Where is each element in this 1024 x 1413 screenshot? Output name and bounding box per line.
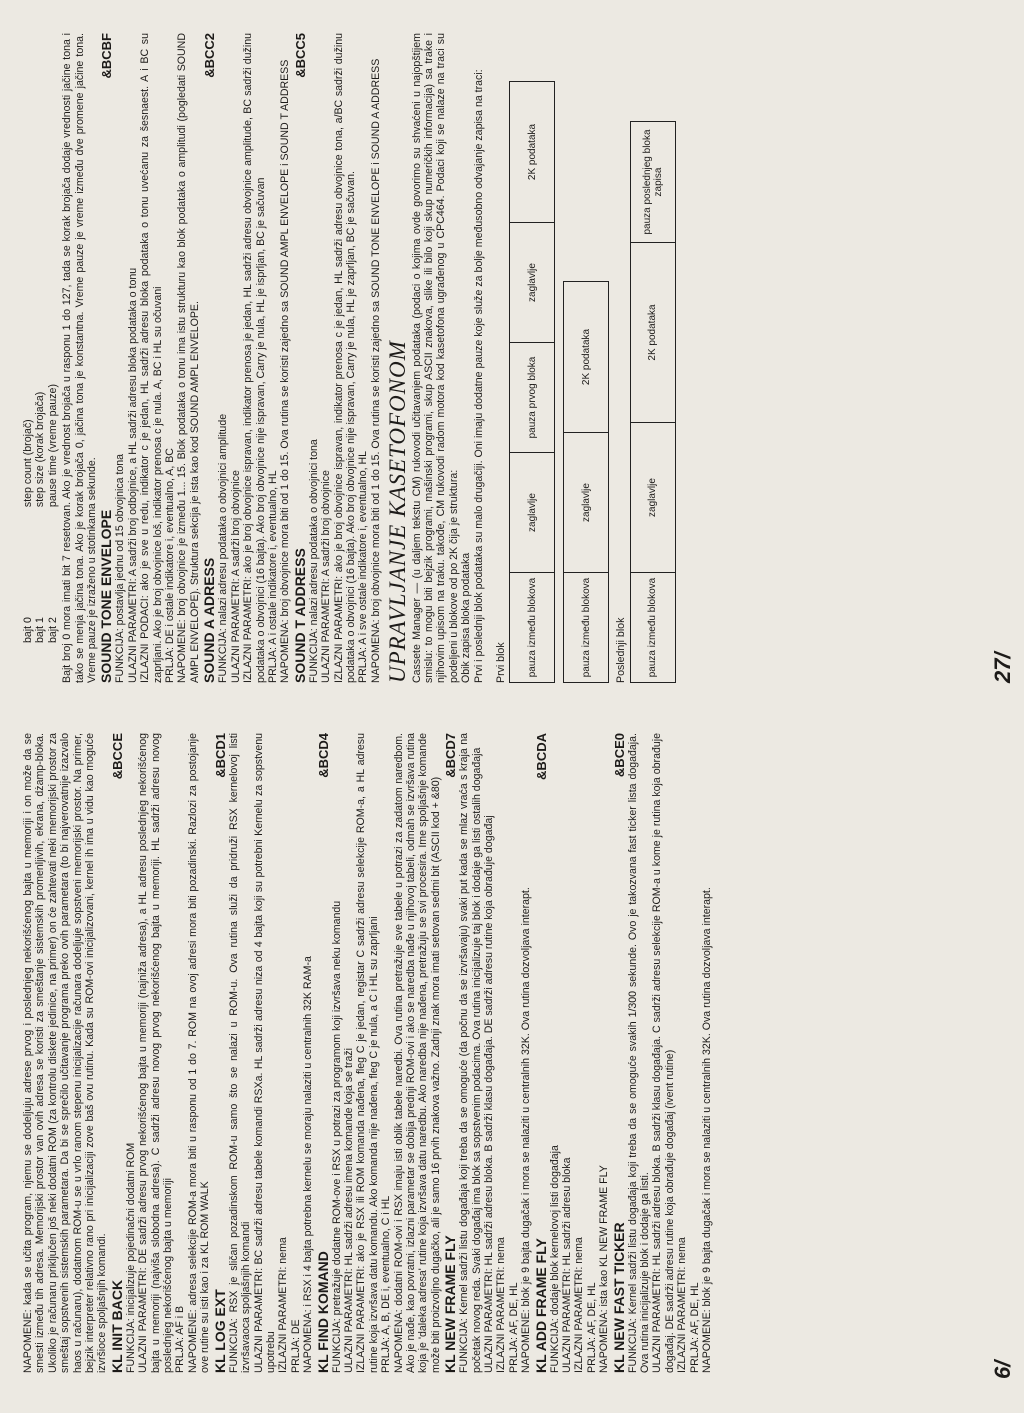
entry-code: &BCBF: [99, 33, 115, 79]
entry-line: IZLAZNI PODACI: ako je sve u redu, indikator c je jedan, HL sadrži adresu bloka podataka o tonu uvećanu za šesnaest. A i BC su zaprljani. Ako je broj obvojnice loš, indikator prenosa c je nula. A, BC i HL su očuvani: [139, 33, 164, 683]
entry-title: KL INIT BACK: [108, 1279, 125, 1373]
entry-line: FUNKCIJA: Kernel sadrži listu događaja koji treba da se omoguće svakih 1/300 sekunde. Ovo je takozvana fast ticker lista događaja. Ova rutina inicijalizuje blok i dodaje ga listi.: [626, 733, 652, 1373]
entry-line: FUNKCIJA: dodaje blok kernelovoj listi događaja: [548, 1145, 561, 1373]
entry-line: IZLAZNI PARAMETRI: nema: [277, 1237, 290, 1373]
entry-line: FUNKCIJA: nalazi adresu podataka o obvojnici tona: [307, 439, 320, 683]
step-desc: pause time (vreme pauze): [46, 384, 59, 508]
entry-title: KL NEW FAST TICKER: [610, 1222, 627, 1373]
entry-line: PRLJA: DE: [289, 1319, 302, 1373]
diagram-cell: pauza poslednjeg bloka zapisa: [641, 129, 664, 235]
right-page-column: [22, 33, 676, 683]
block-note: Obik zapisa bloka podataka: [460, 552, 473, 683]
step-byte: bajt 0: [22, 617, 34, 643]
entry-line: FUNKCIJA: nalazi adresu podataka o obvojnici amplitude: [217, 413, 230, 683]
entry-sound-t-address: [293, 33, 382, 683]
entry-line: PRLJA: AF i B: [174, 1305, 187, 1373]
entry-title: KL FIND KOMAND: [314, 1251, 331, 1373]
entry-line: ULAZNI PARAMETRI: DE sadrži adresu prvog nekorišćenog bajta u memoriji (najniža adresa), a HL adresu poslednjeg nekorišćenog bajta u memoriji (najviša slobodna adresa). C sadrži adresu novog prvog nekorišćenog bajta u memoriji. HL sadrži adresu novog poslednjeg nekorišćenog bajta u memoriji: [137, 733, 175, 1373]
entry-title: SOUND T ADDRESS: [291, 548, 308, 683]
left-page-number: 6/: [990, 1360, 1015, 1379]
second-paragraph: Prvi i poslednji blok podataka su malo drugačiji. Oni imaju dodatne pauze koje služe za bolje međusobno odvajanje zapisa na traci:: [472, 69, 485, 683]
entry-line: FUNKCIJA: RSX je sličan pozadinskom ROM-u samo što se nalazi u ROM-u. Ova rutina služi da pridruži RSX kernelovoj listi izvršavaoca spoljašnjih komandi: [227, 733, 253, 1373]
entry-line: FUNKCIJA: pretražuje dodatne ROM-ove i RSX u potrazi za programom koji izvršava neku komandu: [330, 900, 343, 1373]
entry-line: NAPOMENA: ista kao KL NEW FRAME FLY: [598, 1165, 611, 1373]
diagram-cell: 2K podataka: [631, 242, 675, 422]
entry-line: NAPOMENA: broj obvojnice mora biti od 1 do 15. Ova rutina se koristi zajedno sa SOUND AMPL ENVELOPE i SOUND T ADDRESS: [279, 59, 292, 683]
entry-code: &BCD1: [212, 733, 228, 778]
step-note: Bajt broj 0 mora imati bit 7 resetovan. Ako je vrednost brojača u rasponu 1 do 127, tada se korak brojača dodaje vrednosti jačine tona i tako se menja jačina tona. Ako je korak brojača 0, jačina tona je konstantna. Vreme pauze je vreme između dve promene jačine tona. Vreme pauze je izraženo u stotinkama sekunde.: [61, 33, 99, 683]
step-row: [34, 33, 46, 643]
first-block-row: [509, 81, 555, 683]
entry-line: ULAZNI PARAMETRI: HL sadrži adresu bloka: [561, 1157, 574, 1373]
diagram-cell: pauza između blokova: [631, 572, 675, 682]
last-block-label: Poslednji blok: [615, 617, 628, 683]
tape-block-diagram: [495, 33, 676, 683]
entry-title: KL LOG EXT: [211, 1289, 228, 1373]
entry-line: ULAZNI PARAMETRI: HL sadrži adresu bloka. B sadrži klasu događaja. C sadrži adresu selekcije ROM-a u kome je rutina koja obrađuje događaj. DE sadrži adresu rutine koja obrađuje događaj (ivent rutine): [651, 733, 676, 1373]
entry-sound-a-adress: [202, 33, 291, 683]
step-byte: bajt 1: [34, 617, 47, 643]
left-page-column: [22, 733, 714, 1373]
entry-line: NAPOMENE: blok je 9 bajta dugačak i mora se nalaziti u centralnih 32K. Ova rutina dozvoljava interapt.: [520, 887, 533, 1373]
entry-line: IZLAZNI PARAMETRI: nema: [495, 1237, 508, 1373]
last-block-row: [630, 121, 676, 683]
entry-title: SOUND A ADRESS: [201, 557, 218, 683]
entry-line: ULAZNI PARAMETRI: BC sadrži adresu tabele komandi RSXa. HL sadrži adresu niza od 4 bajta koji su potrebni Kernelu za sopstvenu upotrebu: [252, 733, 277, 1373]
intro-paragraph: NAPOMENE: kada se učita program, njemu se dodeljuju adrese prvog i poslednjeg nekorišćenog bajta u memoriji i on može da se smesti između tih adresa. Memorijski prostor van ovih adresa se koristi za smeštanje sistemskih promenljivih, ekrana, dżamp-bloka. Ukoliko je računaru priključen još neki dodatni ROM (za kontrolu diskete jedinice, na primer) on će zahtevati neki memorijski prostor za smeštaj sopstvenih sistemskih parametara. Da bi se sprečilo učitavanje programa preko ovih parametara (to bi najverovatnije izazvalo haos u računaru), dodatnom ROM-u se u vrlo ranom stepenu inicijalizacije računara dodeljuje sopstveni memorijski prostor. Na primer, bejzik interpreter relativno rano pri inicijalizaciji zove baš ovu rutinu. Kada su ROM-ovi inicijalizovani, kernel ih ima u vidu kao moguće izvršioce spoljašnjih komandi.: [22, 733, 109, 1373]
entry-code: &BCD4: [315, 733, 331, 778]
step-list: [22, 33, 59, 643]
diagram-cell: zaglavlje: [631, 422, 675, 572]
step-desc: step count (brojač): [22, 419, 34, 508]
right-page-number: 27/: [990, 652, 1015, 683]
diagram-cell: pauza između blokova: [510, 572, 554, 682]
entry-line: NAPOMENE: blok je 9 bajta dugačak i mora se nalaziti u centralnih 32K. Ova rutina dozvoljava interapt.: [701, 887, 714, 1373]
entry-sound-tone-envelope: [99, 33, 201, 683]
step-row: [47, 33, 59, 643]
entry-line: PRLJA: DE i ostale indikatore i, eventualno, A, BC: [164, 448, 177, 683]
entry-line: FUNKCIJA: inicijalizuje pojedinačni dodatni ROM: [124, 1142, 137, 1373]
entry-line: NAPOMENA: i RSX i 4 bajta potrebna kernelu se moraju nalaziti u centralnih 32K RAM-a: [302, 956, 315, 1373]
entry-line: ULAZNI PARAMETRI: A sadrži broj obvojnice: [229, 470, 242, 683]
entry-line: ULAZNI PARAMETRI: A sadrži broj obvojnice: [320, 470, 333, 683]
entry-line: NAPOMENA: dodatni ROM-ovi i RSX imaju isti oblik tabele naredbi. Ova rutina pretražuje sve tabele u potrazi za zadatom naredbom. Ako je nađe, kao povratni, izlazni parametar se dobija prednji ROM-ovi i ako se naredba nađe u njihovoj tabeli, odmah se izvršava rutina koja je 'daleka adresa' rutine koja izvršava datu naredbu. Ako naredba nije nađena, pretražuju se svi procesira. Ime spoljašnje komande može biti proizvoljno dugačko, ali je samo 16 prvih znakova važno. Zadnji znak mora imati setovan sedmi bit (ASCII kod + &80): [392, 733, 442, 1373]
entry-line: IZLAZNI PARAMETRI: ako je broj obvojnice ispravan, indikator prenosa c je jedan, HL sadrži adresu obvojnice tona, a/BC sadrži dužinu podataka o obvojnici (16 bajta). Ako broj obvojnice nije ispravan, Carry je nula, HL je zaprljan, BC je sačuvan.: [332, 33, 357, 683]
diagram-cell: 2K podataka: [580, 328, 592, 386]
entry-code: &BCC2: [202, 33, 218, 78]
entry-line: ULAZNI PARAMETRI: HL sadrži adresu bloka. B sadrži klasu događaja. DE sadrži adresu rutine koja obrađuje događaj: [483, 815, 495, 1373]
step-byte: bajt 2: [46, 617, 59, 643]
section-intro: Cassete Manager — (u daljem tekstu CM) rukovodi učitavanjem podataka (podaci o kojima ovde govorimo su shvaćeni u najopštijem smislu: to mogu biti bejzik programi, mašinski programi, skup ASCII znakova, slike ili bilo koji skup numeričkih informacija) sa trake i njihovim upisom na traku. takođe, CM rukovodi radom motora kod kasetofona ugrađenog u CPC464. Podaci koji se nalaze na traci su podeljeni u blokove od po 2K čija je struktura:: [410, 33, 460, 683]
entry-kl-find-komand: [316, 733, 443, 1373]
diagram-cell: zaglavlje: [510, 222, 554, 342]
entry-kl-add-frame-fly: [534, 733, 611, 1373]
first-block-label: Prvi blok: [495, 642, 507, 683]
entry-code: &BCD7: [443, 733, 459, 778]
entry-line: PRLJA: A i ostale indikatore i, eventualno, HL: [266, 470, 279, 683]
step-row: [22, 33, 34, 643]
diagram-cell: 2K podataka: [526, 123, 538, 181]
entry-line: PRLJA: AF, DE, HL: [585, 1282, 598, 1373]
entry-kl-new-fast-ticker: [612, 733, 714, 1373]
diagram-cell: pauza prvog bloka: [510, 342, 554, 452]
entry-line: ULAZNI PARAMETRI: HL sadrži adresu imena komande koja se traži: [342, 1048, 355, 1373]
entry-line: IZLAZNI PARAMETRI: nema: [676, 1237, 689, 1373]
entry-kl-new-frame-fly: [443, 733, 532, 1373]
entry-line: PRLJA: A i sve ostale indikatore i, eventualno, HL: [357, 450, 370, 683]
entry-title: SOUND TONE ENVELOPE: [98, 509, 115, 683]
diagram-cell: zaglavlje: [510, 452, 554, 572]
section-title: UPRAVLJANJE KASETOFONOM: [385, 340, 411, 683]
mid-block-row: [563, 281, 609, 683]
diagram-cell: zaglavlje: [564, 432, 608, 572]
diagram-cell: pauza između blokova: [564, 572, 608, 682]
entry-kl-init-back: [110, 733, 212, 1373]
entry-line: IZLAZNI PARAMETRI: ako je RSX ili ROM komanda nađena, fleg C je jedan, registar C sadrži adresu selekcije ROM-a, a HL adresu rutine koja izvršava datu komandu. Ako komanda nije nađena, fleg C je nula, a C i HL su zaprljani: [355, 733, 380, 1373]
entry-line: NAPOMENE: broj obvojnice je između 1... 15. Blok podataka o tonu ima istu strukturu kao blok podataka o amplitudi (pogledati SOUND AMPL ENVELOPE). Struktura sekcija je ista kao kod SOUND AMPL ENVELOPE.: [176, 33, 201, 683]
entry-kl-log-ext: [213, 733, 315, 1373]
entry-title: KL ADD FRAME FLY: [532, 1238, 549, 1373]
entry-line: PRLJA: AF, DE, HL: [688, 1282, 701, 1373]
entry-line: PRLJA: AF, DE, HL: [507, 1282, 520, 1373]
entry-code: &BCE0: [611, 733, 627, 778]
step-desc: step size (korak brojača): [34, 391, 47, 508]
entry-line: NAPOMENA: broj obvojnice mora biti od 1 do 15. Ova rutina se koristi zajedno sa SOUND TONE ENVELOPE i SOUND A ADDRESS: [369, 58, 382, 683]
entry-line: NAPOMENE: adresa selekcije ROM-a mora biti u rasponu od 1 do 7. ROM na ovoj adresi mora biti pozadinski. Razlozi za postojanje ove rutine su isti kao i za KL ROM WALK: [186, 733, 212, 1373]
entry-line: IZLAZNI PARAMETRI: ako je broj obvojnice ispravan, indikator prenosa je jedan, HL sadrži adresu obvojnice amplitude, BC sadrži dužinu podataka o obvojnici (16 bajta). Ako broj obvojnice nije ispravan, Carry je nula, HL je isprljan, BC je sačuvan: [242, 33, 267, 683]
entry-line: FUNKCIJA: postavlja jednu od 15 obvojnica tona: [114, 453, 127, 683]
entry-line: PRLJA: A, B, DE i, eventualno, C i HL: [380, 1195, 393, 1373]
entry-code: &BCCE: [109, 733, 125, 780]
entry-code: &BCC5: [292, 33, 308, 78]
entry-title: KL NEW FRAME FLY: [442, 1235, 459, 1373]
entry-line: ULAZNI PARAMETRI: A sadrži broj odbojnice, a HL sadrži adresu bloka podataka o tonu: [126, 267, 139, 683]
entry-line: FUNKCIJA: Kernel sadrži listu događaja koji treba da se omoguće (da počnu da se izvršavaju) svaki put kada se mlaz vraća s kraja na početak novog reda. Svaki događaj ima blok sa sopstvenim podacima. Ova rutina inicijalizuje taj blok i dodaje ga listi ostalih događaja: [458, 733, 483, 1373]
entry-code: &BCDA: [533, 733, 549, 780]
entry-line: IZLAZNI PARAMETRI: nema: [573, 1237, 586, 1373]
